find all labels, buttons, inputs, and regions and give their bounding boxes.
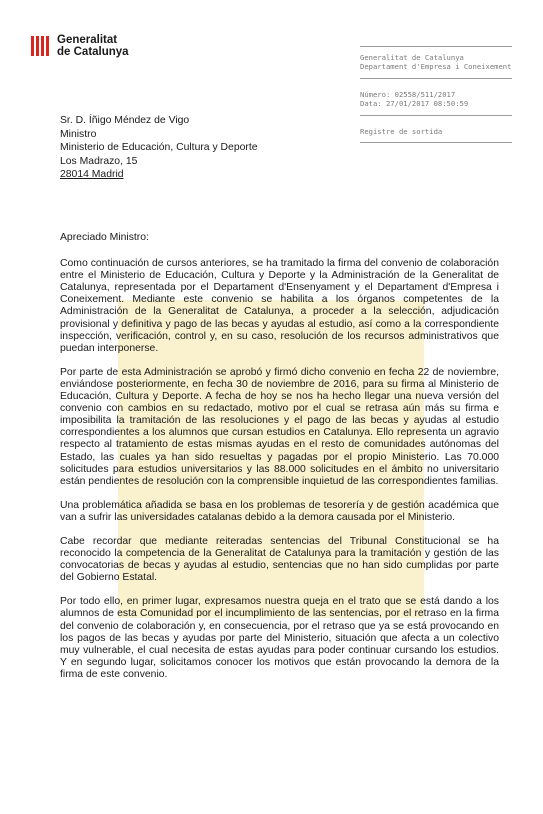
recipient-street: Los Madrazo, 15 [60,155,138,167]
stamp-rule [360,46,512,47]
senyera-icon [30,34,52,58]
recipient-name: Sr. D. Íñigo Méndez de Vigo [60,115,190,126]
paragraph-5: Por todo ello, en primer lugar, expresamos nuestra queja en el trato que se está dando a los alumnos de esta Comunidad por el incumplimiento de las sentencias, por el retraso en la firma del convenio de colaboración y, en consecuencia, por el retraso que ya se está provocando en los pagos de las becas y ayudas por parte del Ministerio, situación que afecta a un colectivo muy vulnerable, el cual necesita de estas ayudas para poder continuar cursando los estudios. Y en segundo lugar, solicitamos conocer los motivos que están provocando la demora de la firma de este convenio. [60,596,499,680]
generalitat-logo [30,34,129,58]
logo-line1: Generalitat [57,34,118,46]
stamp-numero: Número: 02558/511/2017 [360,89,456,99]
recipient-title: Ministro [60,128,97,140]
stamp-line1: Generalitat de Catalunya [360,53,464,62]
paragraph-4: Cabe recordar que mediante reiteradas sentencias del Tribunal Constitucional se ha reconocido la competencia de la Generalitat de Catalunya para la tramitación y gestión de las convocatorias de becas y ayudas al estudio, sentencias que no han sido cumplidas por parte del Gobierno Estatal. [60,535,499,584]
paragraph-2: Por parte de esta Administración se aprobó y firmó dicho convenio en fecha 22 de noviembre, enviándose posteriormente, en fecha 30 de noviembre de 2016, para su firma al Ministerio de Educación, Cultura y Deporte. A fecha de hoy se nos ha hecho llegar una nueva versión del convenio con cambios en su redactado, motivo por el cual se retrasa aún más su firma e imposibilita la tramitación de las resoluciones y el pago de las becas y ayudas al estudio correspondientes a los alumnos que cursan estudios en Catalunya. Ello representa un agravio respecto al tratamiento de estas mismas ayudas en el resto de comunidades autónomas del Estado, las cuales ya han sido resueltas y pagadas por el propio Ministerio. Las 70.000 solicitudes para estudios universitarios y las 88.000 solicitudes en el ámbito no universitario están pendientes de resolución con la comprensible inquietud de las correspondientes familias. [60,366,499,487]
paragraph-3: Una problemática añadida se basa en los problemas de tesorería y de gestión académica que van a sufrir las universidades catalanas debido a la demora causada por el Ministerio. [60,499,499,523]
recipient-city: 28014 Madrid [60,169,124,181]
paragraph-1: Como continuación de cursos anteriores, se ha tramitado la firma del convenio de colaboración entre el Ministerio de Educación, Cultura y Deporte y la Administración de la Generalitat de Catalunya, representada por el Departament d'Ensenyament y el Departament d'Empresa i Coneixement. Mediante este convenio se habilita a los órganos competentes de la Administración de la Generalitat de Catalunya, a proceder a la selección, adjudicación provisional y definitiva y pago de las becas y ayudas al estudio, así como a la correspondiente inspección, verificación, control y, en su caso, resolución de los recursos administrativos que puedan interponerse. [60,258,499,354]
stamp-rule [360,115,512,116]
registry-stamp [360,46,512,149]
stamp-line2: Departament d'Empresa i Coneixement [360,62,512,72]
stamp-rule [360,78,512,79]
recipient-address [60,114,258,182]
recipient-ministry: Ministerio de Educación, Cultura y Deporte [60,142,258,154]
letter-body [60,232,499,693]
logo-text [57,34,129,58]
stamp-rule [360,142,512,143]
logo-line2: de Catalunya [57,46,129,58]
stamp-registre: Registre de sortida [360,126,443,136]
stamp-data: Data: 27/01/2017 08:50:59 [360,99,469,109]
salutation: Apreciado Ministro: [60,232,149,243]
